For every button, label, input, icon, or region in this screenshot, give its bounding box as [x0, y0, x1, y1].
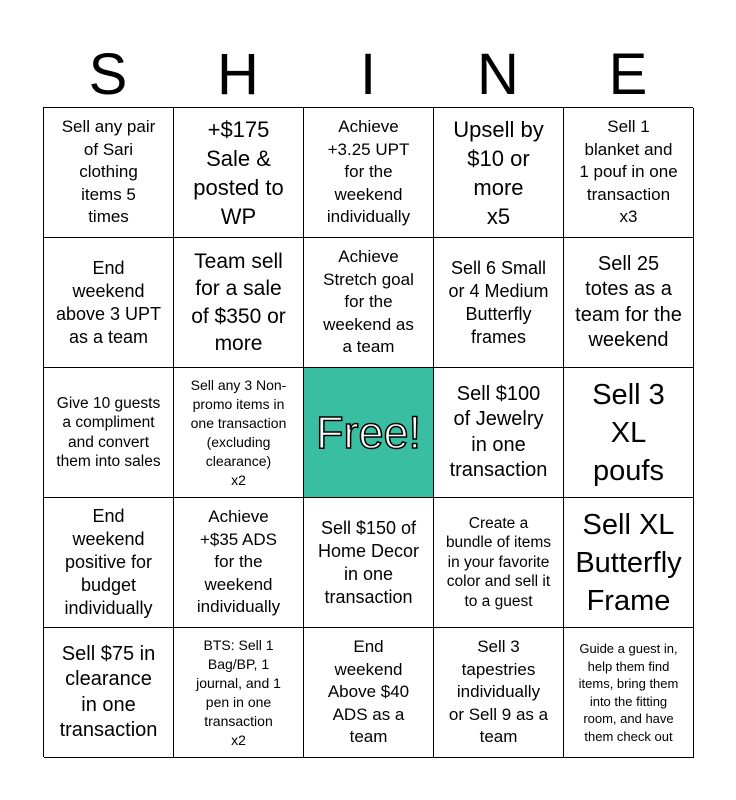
- cell-text: Create a bundle of items in your favorite color and sell it to a guest: [445, 514, 552, 610]
- cell-text: Sell XL Butterfly Frame: [575, 508, 682, 617]
- bingo-cell: [44, 628, 174, 758]
- header-letter-h: H: [217, 42, 259, 107]
- bingo-cell: [434, 238, 564, 368]
- bingo-header: [43, 42, 693, 108]
- bingo-cell: [44, 238, 174, 368]
- cell-text: Upsell by $10 or more x5: [453, 116, 544, 229]
- bingo-cell: [44, 368, 174, 498]
- bingo-cell: [564, 238, 694, 368]
- cell-text: End weekend positive for budget individually: [64, 506, 153, 618]
- bingo-cell: [564, 498, 694, 628]
- bingo-cell: [304, 498, 434, 628]
- header-letter-n: N: [477, 42, 519, 107]
- bingo-cell: [174, 108, 304, 238]
- cell-text: Team sell for a sale of $350 or more: [191, 249, 286, 355]
- cell-text: Sell 3 tapestries individually or Sell 9 as a team: [448, 637, 549, 747]
- header-letter-e: E: [608, 42, 648, 107]
- free-label: Free!: [315, 406, 422, 458]
- cell-text: Sell 3 XL poufs: [592, 378, 665, 487]
- cell-text: Guide a guest in, help them find items, bring them into the fitting room, and have them check out: [578, 641, 679, 744]
- bingo-cell: [434, 368, 564, 498]
- bingo-cell: [174, 238, 304, 368]
- header-letter-i: I: [359, 42, 377, 107]
- bingo-cell: [434, 108, 564, 238]
- cell-text: Sell 1 blanket and 1 pouf in one transaction x3: [579, 117, 678, 227]
- cell-text: Sell 25 totes as a team for the weekend: [575, 252, 682, 351]
- bingo-board: [43, 107, 693, 757]
- cell-text: Sell any 3 Non- promo items in one transaction (excluding clearance) x2: [190, 376, 287, 488]
- cell-text: Sell $75 in clearance in one transaction: [59, 642, 158, 741]
- bingo-cell: [434, 628, 564, 758]
- bingo-cell: [564, 368, 694, 498]
- cell-text: BTS: Sell 1 Bag/BP, 1 journal, and 1 pen in one transaction x2: [196, 636, 281, 748]
- cell-text: End weekend Above $40 ADS as a team: [327, 637, 410, 747]
- cell-text: Sell $150 of Home Decor in one transaction: [317, 517, 420, 607]
- cell-text: Achieve Stretch goal for the weekend as a team: [323, 247, 414, 357]
- cell-text: End weekend above 3 UPT as a team: [55, 257, 162, 347]
- bingo-cell: [434, 498, 564, 628]
- header-letter-s: S: [88, 42, 128, 107]
- bingo-cell: [304, 108, 434, 238]
- cell-text: Give 10 guests a compliment and convert them into sales: [56, 394, 161, 470]
- bingo-cell: [564, 628, 694, 758]
- cell-text: Sell 6 Small or 4 Medium Butterfly frames: [448, 257, 549, 347]
- bingo-cell: [174, 368, 304, 498]
- bingo-cell: [304, 628, 434, 758]
- bingo-cell: [44, 108, 174, 238]
- cell-text: Achieve +3.25 UPT for the weekend individually: [326, 117, 411, 227]
- bingo-cell: [564, 108, 694, 238]
- bingo-cell: [304, 238, 434, 368]
- bingo-cell: [174, 628, 304, 758]
- cell-text: Sell $100 of Jewelry in one transaction: [449, 382, 548, 481]
- cell-text: +$175 Sale & posted to WP: [193, 116, 284, 229]
- free-space: [304, 368, 434, 498]
- cell-text: Sell any pair of Sari clothing items 5 times: [61, 117, 156, 227]
- bingo-cell: [174, 498, 304, 628]
- cell-text: Achieve +$35 ADS for the weekend individually: [196, 507, 281, 617]
- bingo-cell: [44, 498, 174, 628]
